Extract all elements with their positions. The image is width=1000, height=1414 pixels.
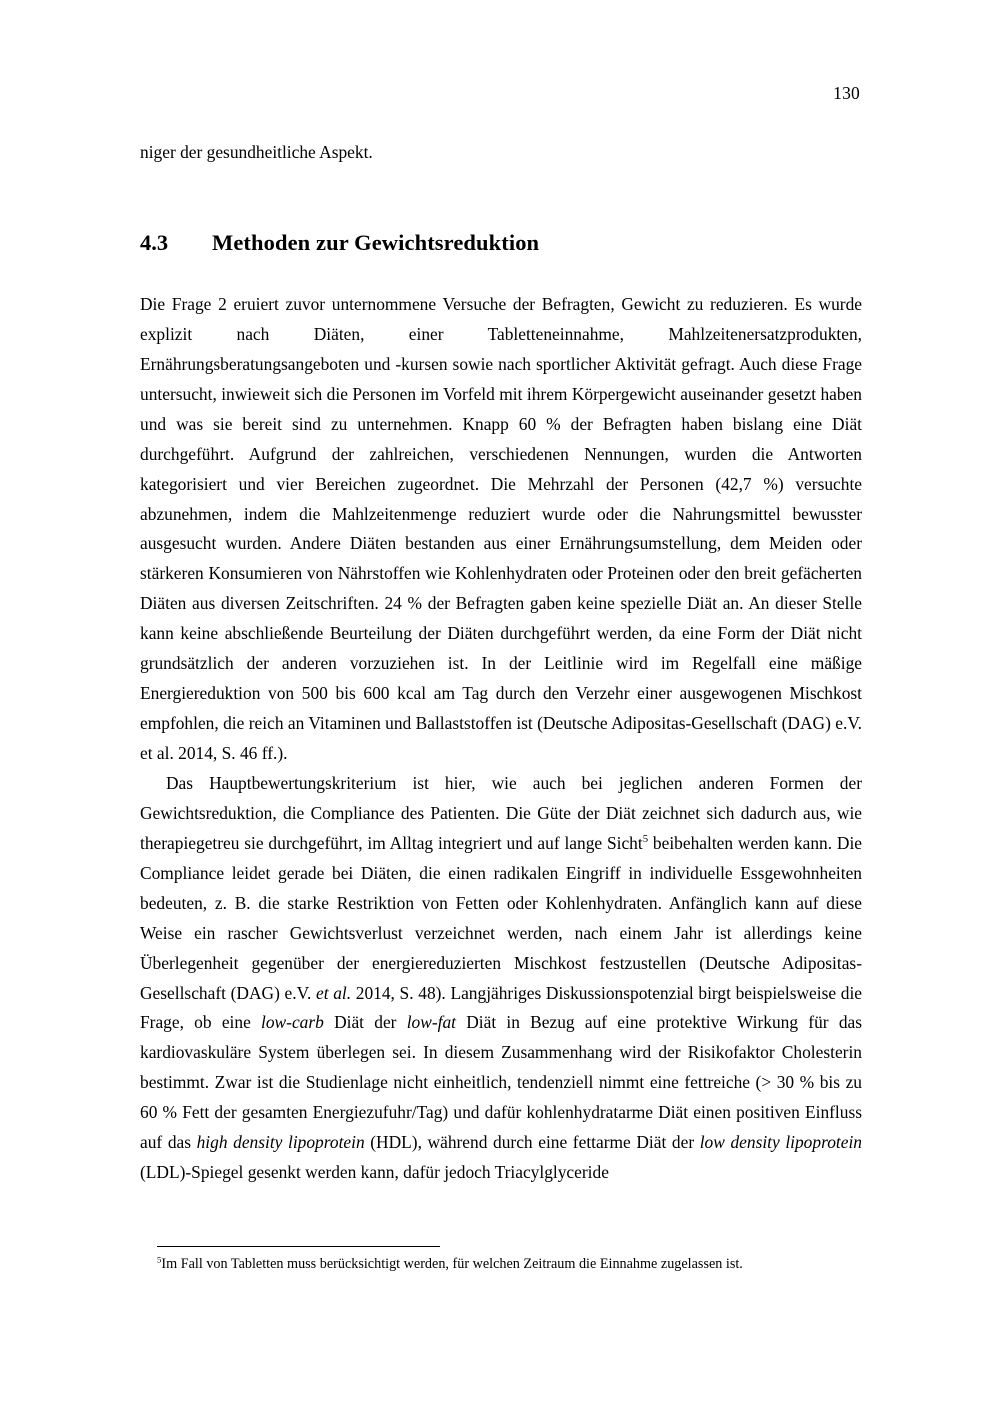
section-title: Methoden zur Gewichtsreduktion	[212, 229, 540, 255]
p2-part-d: Diät der	[323, 1012, 407, 1033]
section-number: 4.3	[140, 229, 169, 255]
p2-part-b: beibehalten werden kann. Die Compliance leidet gerade bei Diäten, die einen radikalen Eingriff in individuelle Essgewohnheiten bedeuten, z. B. die starke Restriktion von Fetten oder Kohlenhydraten. Anfänglich kann auf diese Weise ein rascher Gewichtsverlust verzeichnet werden, nach einem Jahr ist allerdings keine Überlegenheit gegenüber der energiereduzierten Mischkost festzustellen (Deutsche Adipositas-Gesellschaft (DAG) e.V.	[140, 832, 862, 1003]
p2-part-g: (LDL)-Spiegel gesenkt werden kann, dafür jedoch Triacylglyceride	[140, 1162, 609, 1183]
p2-italic-low-carb: low-carb	[261, 1012, 324, 1033]
footnote-divider	[157, 1246, 440, 1247]
footnote-number: 5	[157, 1254, 162, 1265]
paragraph-1-text: Die Frage 2 eruiert zuvor unternommene Versuche der Befragten, Gewicht zu reduzieren. Es wurde explizit nach Diäten, einer Tabletteneinnahme, Mahlzeitenersatzprodukten, Ernährungsberatungsangeboten und -kursen sowie nach sportlicher Aktivität gefragt. Auch diese Frage untersucht, inwieweit sich die Personen im Vorfeld mit ihrem Körpergewicht auseinander gesetzt haben und was sie bereit sind zu unternehmen. Knapp 60 % der Befragten haben bislang eine Diät durchgeführt. Aufgrund der zahlreichen, verschiedenen Nennungen, wurden die Antworten kategorisiert und vier Bereichen zugeordnet. Die Mehrzahl der Personen (42,7 %) versuchte abzunehmen, indem die Mahlzeitenmenge reduziert wurde oder die Nahrungsmittel bewusster ausgesucht wurden. Andere Diäten bestanden aus einer Ernährungsumstellung, dem Meiden oder stärkeren Konsumieren von Nährstoffen wie Kohlenhydraten oder Proteinen oder den breit gefächerten Diäten aus diversen Zeitschriften. 24 % der Befragten gaben keine spezielle Diät an. An dieser Stelle kann keine abschließende Beurteilung der Diäten durchgeführt werden, da eine Form der Diät nicht grundsätzlich der anderen vorzuziehen ist. In der Leitlinie wird im Regelfall eine mäßige Energiereduktion von 500 bis 600 kcal am Tag durch den Verzehr einer ausgewogenen Mischkost empfohlen, die reich an Vitaminen und Ballaststoffen ist (Deutsche Adipositas-Gesellschaft (DAG) e.V. et al. 2014, S. 46 ff.).	[140, 293, 862, 763]
footnote-body: Im Fall von Tabletten muss berücksichtigt werden, für welchen Zeitraum die Einnahme zugelassen ist.	[161, 1256, 743, 1272]
page-content	[140, 138, 862, 1188]
p2-part-f: (HDL), während durch eine fettarme Diät der	[364, 1132, 700, 1153]
section-heading	[140, 230, 862, 256]
p2-italic-low-fat: low-fat	[406, 1012, 456, 1033]
intro-paragraph: niger der gesundheitliche Aspekt.	[140, 142, 373, 162]
p2-italic-et-al: et al.	[315, 982, 352, 1003]
p2-part-a: Das Hauptbewertungskriterium ist hier, wie auch bei jeglichen anderen Formen der Gewichtsreduktion, die Compliance des Patienten. Die Güte der Diät zeichnet sich dadurch aus, wie therapiegetreu sie durchgeführt, im Alltag integriert und auf lange Sicht	[140, 772, 862, 853]
p2-italic-ldl: low density lipoprotein	[699, 1132, 862, 1153]
page-number: 130	[833, 83, 860, 103]
p2-part-e: Diät in Bezug auf eine protektive Wirkung für das kardiovaskuläre System überlegen sei. In diesem Zusammenhang wird der Risikofaktor Cholesterin bestimmt. Zwar ist die Studienlage nicht einheitlich, tendenziell nimmt eine fettreiche (> 30 % bis zu 60 % Fett der gesamten Energiezufuhr/Tag) und dafür kohlenhydratarme Diät einen positiven Einfluss auf das	[140, 1012, 862, 1153]
footnote-area	[140, 1246, 862, 1275]
p2-italic-hdl: high density lipoprotein	[196, 1132, 365, 1153]
paragraph-1	[140, 290, 862, 769]
paragraph-2	[140, 769, 862, 1188]
p2-part-c: 2014, S. 48). Langjähriges Diskussionspotenzial birgt beispielsweise die Frage, ob eine	[140, 982, 862, 1033]
footnote	[157, 1254, 862, 1275]
footnote-marker-inline: 5	[642, 833, 649, 846]
